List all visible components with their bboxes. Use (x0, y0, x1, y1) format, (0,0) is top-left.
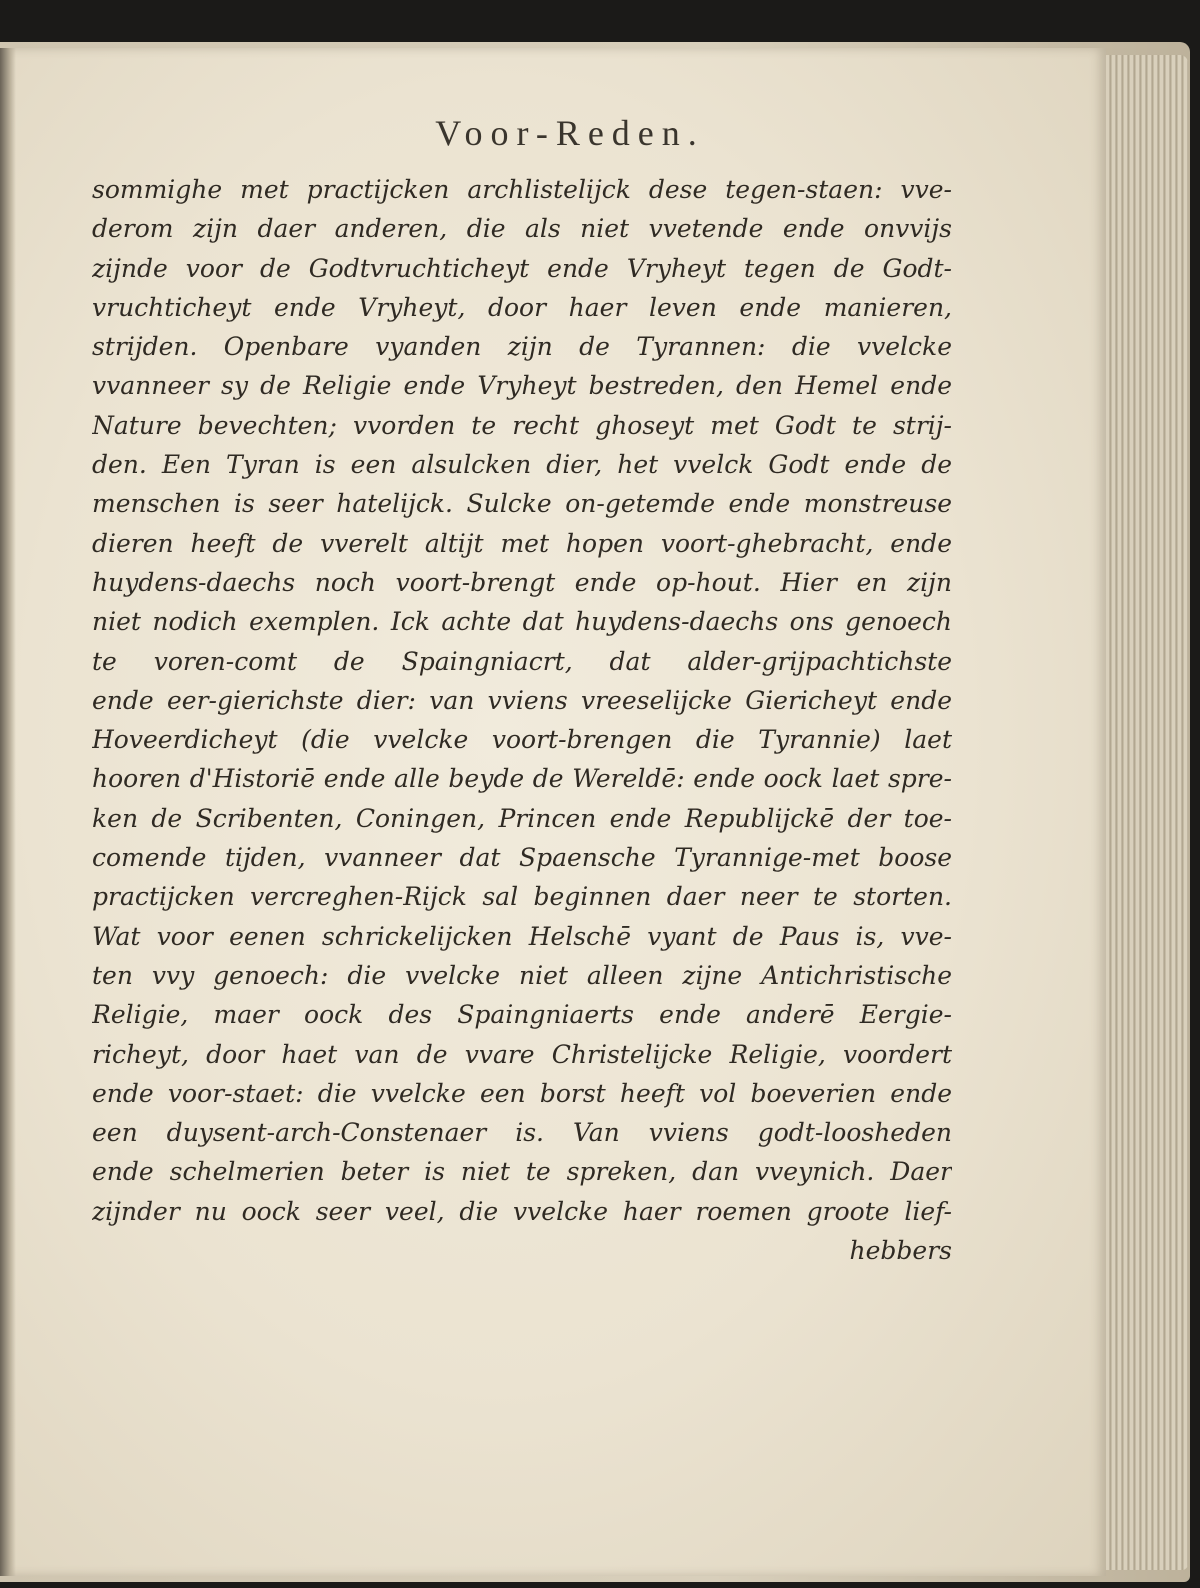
text-line: richeyt, door haet van de vvare Christelijcke Religie, voordert (92, 1039, 952, 1069)
text-line: den. Een Tyran is een alsulcken dier, het vvelck Godt ende de (92, 450, 952, 480)
text-line: vruchticheyt ende Vryheyt, door haer leven ende manieren, (92, 292, 952, 322)
text-line: zijnde voor de Godtvruchticheyt ende Vryheyt tegen de Godt- (92, 253, 952, 283)
text-line: te voren-comt de Spaingniacrt, dat alder-grijpachtichste (92, 646, 952, 676)
text-line: hooren d'Historiē ende alle beyde de Wereldē: ende oock laet spre- (92, 764, 952, 794)
text-line: Religie, maer oock des Spaingniaerts ende anderē Eergie- (92, 1000, 952, 1030)
text-line: sommighe met practijcken archlistelijck dese tegen-staen: vve- (92, 175, 952, 204)
text-line: ende eer-gierichste dier: van vviens vreeselijcke Giericheyt ende (92, 685, 952, 715)
catchword: hebbers (849, 1236, 952, 1266)
text-line: derom zijn daer anderen, die als niet vvetende ende onvvijs (92, 214, 952, 244)
text-line: ende schelmerien beter is niet te spreken, dan vveynich. Daer (92, 1157, 952, 1187)
text-line: vvanneer sy de Religie ende Vryheyt bestreden, den Hemel ende (92, 371, 952, 401)
text-line: niet nodich exemplen. Ick achte dat huydens-daechs ons genoech (92, 607, 952, 637)
text-line: comende tijden, vvanneer dat Spaensche Tyrannige-met boose (92, 843, 952, 873)
text-line: dieren heeft de vverelt altijt met hopen voort-ghebracht, ende (92, 528, 952, 558)
text-line: Hoveerdicheyt (die vvelcke voort-brengen die Tyrannie) laet (92, 725, 952, 755)
text-line: strijden. Openbare vyanden zijn de Tyrannen: die vvelcke (92, 332, 952, 362)
text-line: ende voor-staet: die vvelcke een borst heeft vol boeverien ende (92, 1078, 952, 1108)
page-gutter (0, 48, 16, 1576)
text-line: practijcken vercreghen-Rijck sal beginnen daer neer te storten. (92, 882, 952, 912)
running-head: Voor-Reden. (435, 113, 705, 153)
text-line: huydens-daechs noch voort-brengt ende op-hout. Hier en zijn (92, 567, 952, 597)
text-line: Wat voor eenen schrickelijcken Helschē vyant de Paus is, vve- (92, 921, 952, 951)
text-line: een duysent-arch-Constenaer is. Van vviens godt-loosheden (92, 1118, 952, 1148)
text-line: zijnder nu oock seer veel, die vvelcke haer roemen groote lief- (92, 1196, 952, 1226)
text-line: ten vvy genoech: die vvelcke niet alleen zijne Antichristische (92, 960, 952, 990)
text-line: Nature bevechten; vvorden te recht ghoseyt met Godt te strij- (92, 410, 952, 440)
body-text (92, 170, 952, 1270)
page-stack (1100, 55, 1188, 1570)
text-line: menschen is seer hatelijck. Sulcke on-getemde ende monstreuse (92, 489, 952, 519)
text-line: ken de Scribenten, Coningen, Princen ende Republijckē der toe- (92, 803, 952, 833)
